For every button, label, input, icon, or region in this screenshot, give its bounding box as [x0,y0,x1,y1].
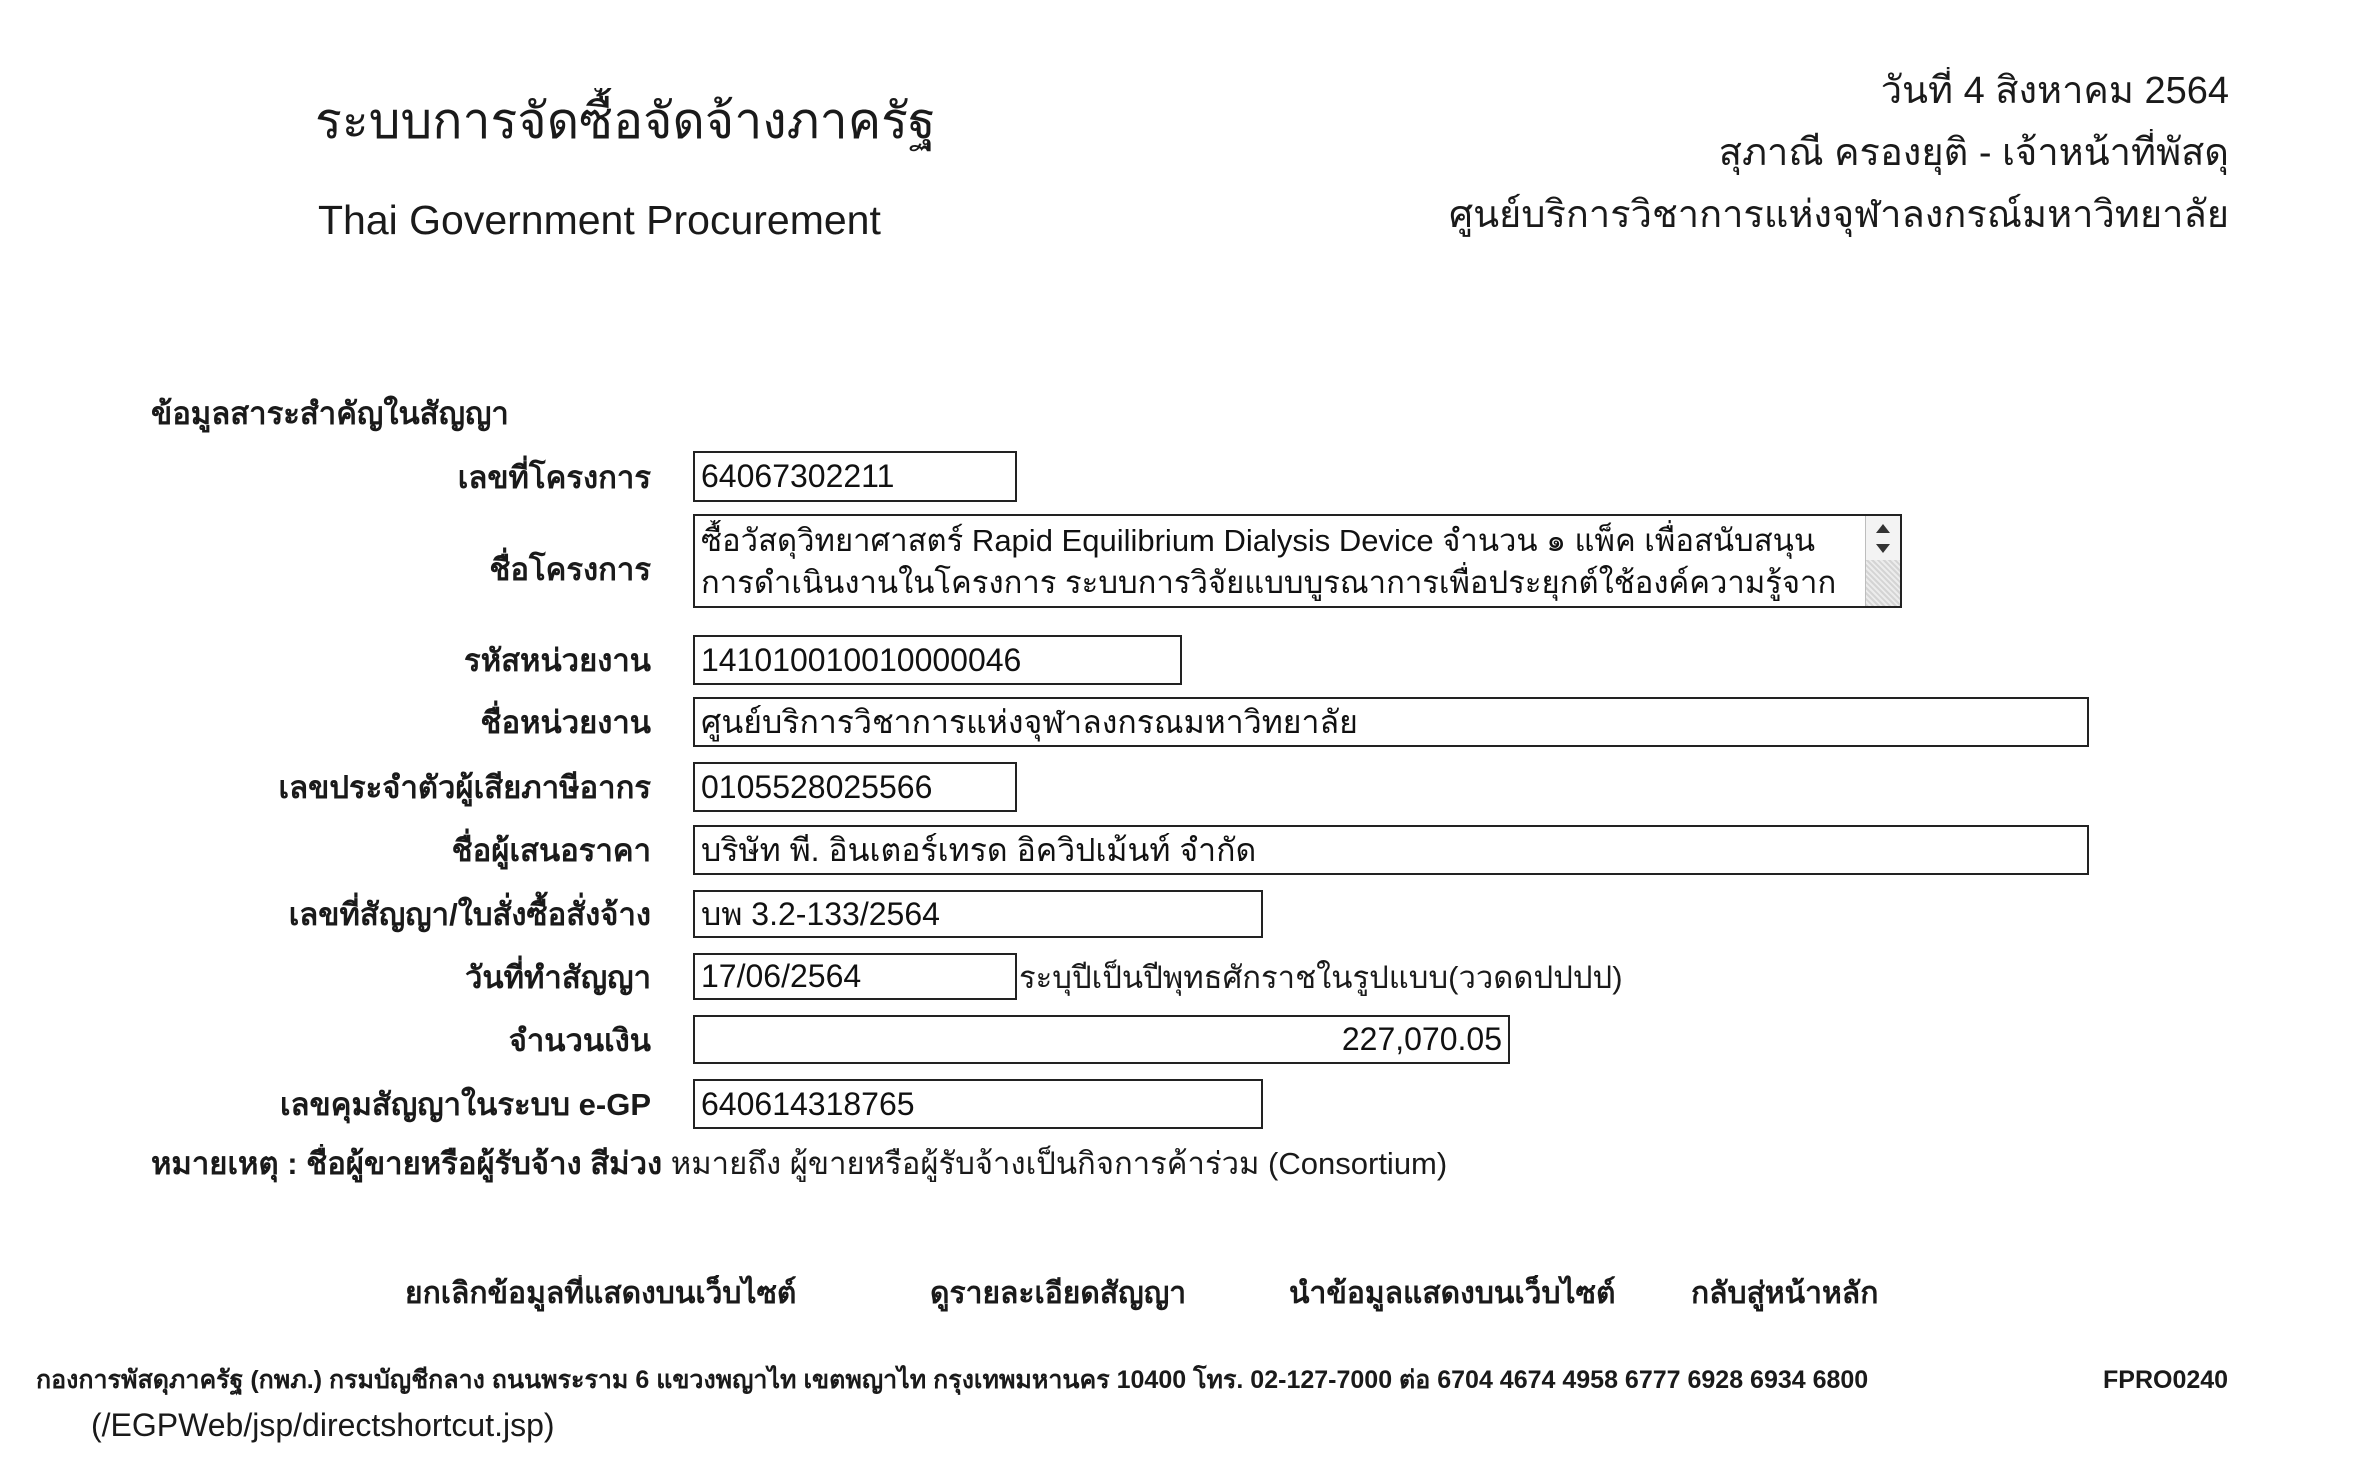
project-name-scrollbar[interactable] [1865,516,1900,606]
amount-input[interactable] [693,1015,1510,1064]
publish-link[interactable]: นำข้อมูลแสดงบนเว็บไซต์ [1289,1277,1616,1310]
scroll-down-button[interactable] [1866,538,1900,558]
consortium-note [151,1144,2051,1184]
project-name-textarea[interactable] [693,514,1902,608]
section-title: ข้อมูลสาระสำคัญในสัญญา [151,396,509,431]
user-agency: ศูนย์บริการวิชาการแห่งจุฬาลงกรณ์มหาวิทยาลัย [1448,194,2229,236]
contract-no-input[interactable] [693,890,1263,938]
footer-path: (/EGPWeb/jsp/directshortcut.jsp) [91,1407,555,1443]
scrollbar-track[interactable] [1866,560,1900,606]
scroll-up-button[interactable] [1866,518,1900,538]
note-prefix: หมายเหตุ : ชื่อผู้ขายหรือผู้รับจ้าง [151,1146,582,1181]
project-no-input[interactable] [693,451,1017,502]
tax-id-input[interactable] [693,762,1017,812]
project-name-line: การดำเนินงานในโครงการ ระบบการวิจัยแบบบูรณาการเพื่อประยุกต์ใช้องค์ความรู้จาก [701,565,1837,600]
contract-no-label: เลขที่สัญญา/ใบสั่งซื้อสั่งจ้าง [288,897,651,932]
egp-control-no-input[interactable] [693,1079,1263,1129]
project-name-label: ชื่อโครงการ [489,552,651,587]
system-title-thai: ระบบการจัดซื้อจัดจ้างภาครัฐ [315,93,936,149]
project-no-label: เลขที่โครงการ [457,459,651,495]
agency-code-input[interactable] [693,635,1182,685]
agency-name-label: ชื่อหน่วยงาน [480,705,651,740]
user-name-role: สุภาณี ครองยุติ - เจ้าหน้าที่พัสดุ [1718,132,2229,174]
note-suffix: หมายถึง ผู้ขายหรือผู้รับจ้างเป็นกิจการค้าร่วม (Consortium) [670,1146,1448,1181]
bidder-name-label: ชื่อผู้เสนอราคา [451,833,651,868]
agency-name-input[interactable] [693,697,2089,747]
contract-date-label: วันที่ทำสัญญา [464,959,651,995]
project-name-line: ซื้อวัสดุวิทยาศาสตร์ Rapid Equilibrium Dialysis Device จำนวน ๑ แพ็ค เพื่อสนับสนุน [701,523,1816,558]
scroll-up-icon [1875,523,1891,534]
bidder-name-input[interactable] [693,825,2089,875]
amount-label: จำนวนเงิน [508,1022,651,1058]
system-title-english: Thai Government Procurement [318,197,881,243]
egp-control-no-label: เลขคุมสัญญาในระบบ e-GP [279,1087,651,1122]
agency-code-label: รหัสหน่วยงาน [464,643,651,678]
cancel-display-link[interactable]: ยกเลิกข้อมูลที่แสดงบนเว็บไซต์ [405,1277,797,1310]
project-name-text [701,520,1860,606]
footer-address: กองการพัสดุภาครัฐ (กพภ.) กรมบัญชีกลาง ถนนพระราม 6 แขวงพญาไท เขตพญาไท กรุงเทพมหานคร 10400 โทร. 02-127-7000 ต่อ 6704 4674 4958 6777 6928 6934 6800 [36,1366,1869,1394]
scroll-down-icon [1875,543,1891,554]
back-home-link[interactable]: กลับสู่หน้าหลัก [1691,1277,1879,1310]
tax-id-label: เลขประจำตัวผู้เสียภาษีอากร [278,770,651,805]
current-date: วันที่ 4 สิงหาคม 2564 [1880,70,2229,112]
footer-page-code: FPRO0240 [2103,1366,2229,1394]
view-contract-link[interactable]: ดูรายละเอียดสัญญา [930,1277,1187,1310]
contract-date-hint: ระบุปีเป็นปีพุทธศักราชในรูปแบบ(ววดดปปปป) [1019,959,1623,995]
contract-date-input[interactable] [693,953,1017,1000]
note-highlight: สีม่วง [590,1146,663,1181]
